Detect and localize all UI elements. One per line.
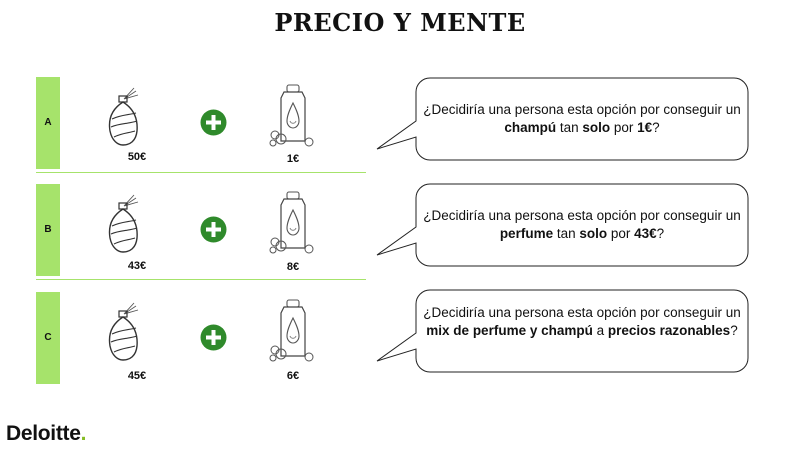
row-divider: [36, 172, 366, 173]
question-emphasis: precios razonables: [607, 323, 731, 338]
perfume-bottle-icon: [106, 192, 150, 254]
question-text: [422, 304, 742, 340]
option-row-a: [36, 77, 366, 169]
question-bubble-a: [376, 77, 748, 162]
perfume-price: 43€: [127, 260, 147, 272]
shampoo-price: 1€: [286, 153, 300, 165]
logo-text: Deloitte: [6, 422, 81, 445]
question-emphasis: perfume: [499, 226, 554, 241]
page-title: PRECIO Y MENTE: [274, 8, 526, 37]
question-text: [422, 101, 742, 137]
option-row-b: [36, 184, 366, 276]
question-segment: ¿Decidiría una persona esta opción por conseguir un: [423, 305, 741, 320]
logo-dot: .: [80, 422, 87, 445]
question-segment: ?: [652, 120, 660, 135]
question-text: [422, 207, 742, 243]
plus-icon: [200, 324, 227, 351]
deloitte-logo: [6, 422, 86, 446]
question-emphasis: mix de perfume y champú: [426, 323, 593, 338]
question-emphasis: 1€: [637, 120, 653, 135]
option-row-c: [36, 292, 366, 384]
shampoo-bottle-icon: [268, 190, 320, 256]
shampoo-bottle-icon: [268, 83, 320, 149]
question-segment: tan: [556, 120, 583, 135]
question-bubble-c: [376, 289, 748, 374]
question-segment: ?: [656, 226, 665, 241]
question-emphasis: solo: [582, 120, 611, 135]
question-bubble-b: [376, 183, 748, 268]
option-letter: A: [44, 117, 52, 128]
shampoo-bottle-icon: [268, 298, 320, 364]
perfume-bottle-icon: [106, 300, 150, 362]
question-segment: por: [607, 226, 635, 241]
plus-icon: [200, 109, 227, 136]
question-emphasis: champú: [504, 120, 557, 135]
perfume-bottle-icon: [106, 85, 150, 147]
question-emphasis: solo: [579, 226, 608, 241]
question-segment: ¿Decidiría una persona esta opción por conseguir un: [423, 208, 741, 223]
question-segment: ¿Decidiría una persona esta opción por conseguir un: [423, 102, 741, 117]
perfume-price: 45€: [127, 370, 147, 382]
plus-icon: [200, 216, 227, 243]
option-letter: C: [44, 332, 52, 343]
question-segment: tan: [553, 226, 580, 241]
question-segment: por: [610, 120, 638, 135]
question-emphasis: 43€: [634, 226, 657, 241]
perfume-price: 50€: [127, 151, 147, 163]
question-segment: ?: [730, 323, 738, 338]
question-segment: a: [592, 323, 608, 338]
option-letter: B: [44, 224, 52, 235]
shampoo-price: 8€: [286, 261, 300, 273]
shampoo-price: 6€: [286, 370, 300, 382]
row-divider: [36, 279, 366, 280]
